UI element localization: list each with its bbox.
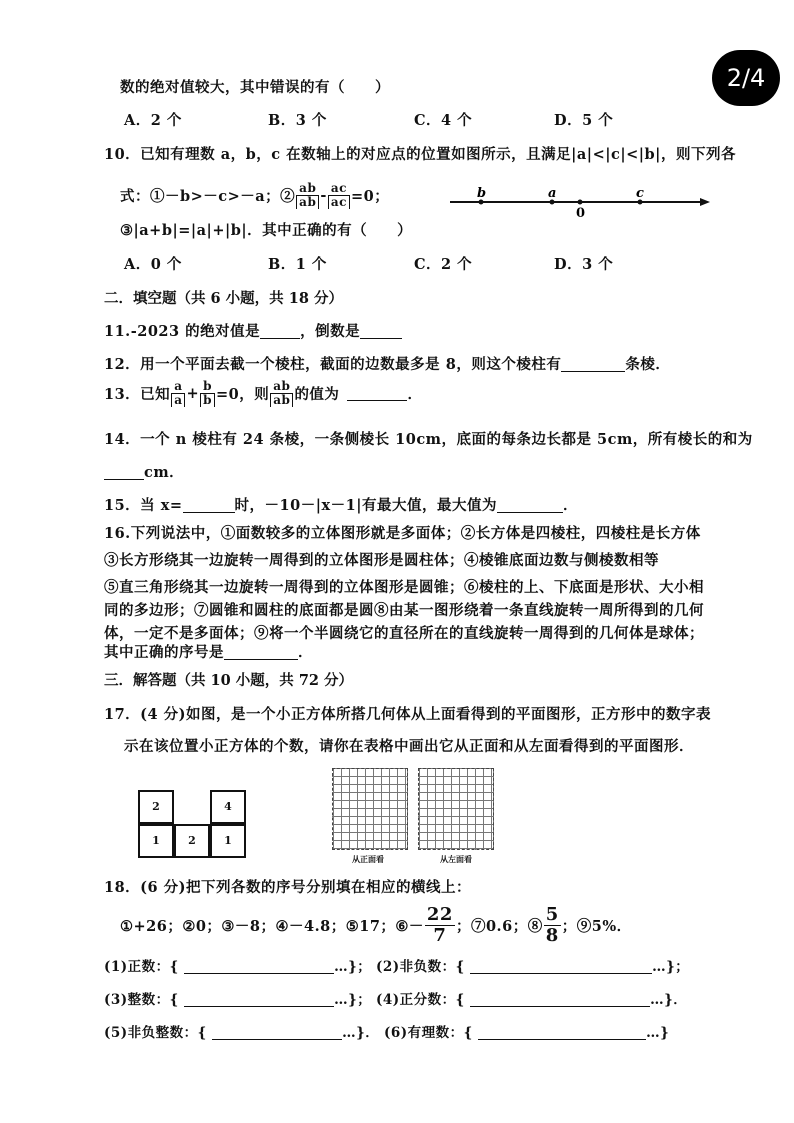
q10-line2: 式：①－b>－c>－a；② $\frac{ab}{ab}$ - $\frac{ac}{ac}$ =0； [120, 181, 390, 209]
q11-blank-2[interactable] [360, 324, 402, 339]
q9-option-b: B．3 个 [268, 112, 327, 129]
set-rational-label: (6)有理数：{ [384, 1025, 473, 1041]
q18-numbers [120, 905, 632, 946]
label-b: b [477, 186, 487, 201]
set-nonnegative-label: (2)非负数：{ [376, 959, 465, 975]
origin-point [578, 200, 583, 205]
q13-tail: 的值为 [294, 386, 340, 403]
q17-line2: 示在该位置小正方体的个数，请你在表格中画出它从正面和从左面看得到的平面图形． [124, 738, 694, 755]
q10-line3: ③|a+b|=|a|+|b|．其中正确的有（ ） [120, 222, 413, 239]
set-integer-end: …}； [334, 992, 372, 1008]
q16-answer-label: 其中正确的序号是 [104, 644, 224, 661]
q16-line6 [104, 641, 313, 662]
q17-line1: 17．(4 分)如图，是一个小正方体所搭几何体从上面看得到的平面图形，正方形中的数字表 [104, 706, 712, 723]
q9-option-d: D．5 个 [554, 112, 614, 129]
q10-option-d: D．3 个 [554, 256, 614, 273]
q10-frac-ac-den: ac [328, 195, 350, 209]
q10-option-c: C．2 个 [414, 256, 473, 273]
q10-option-b: B．1 个 [268, 256, 327, 273]
front-view-caption: 从正面看 [352, 854, 384, 864]
q15 [104, 494, 578, 515]
top-view-cell-r1c3: 4 [210, 790, 246, 824]
q10-line2-tail: =0； [350, 188, 390, 205]
q18-frac-5-8 [544, 905, 561, 946]
q18-line1: 18．(6 分)把下列各数的序号分别填在相应的横线上： [104, 879, 472, 896]
q13-frac-ab-den: ab [270, 393, 293, 407]
q10-stem: 10．已知有理数 a，b，c 在数轴上的对应点的位置如图所示，且满足|a|<|c|<|b|，则下列各 [104, 146, 736, 163]
q10-frac-ac-num: ac [330, 181, 347, 195]
number-line [448, 180, 713, 220]
q16-end: ． [298, 644, 313, 661]
q10-line2-prefix: 式：①－b>－c>－a；② [120, 188, 296, 205]
q16-line3: ⑤直三角形绕其一边旋转一周得到的立体图形是圆锥；⑥棱柱的上、下底面是形状、大小相 [104, 579, 704, 596]
q9-option-c: C．4 个 [414, 112, 473, 129]
q10-frac-ab-den: ab [296, 195, 319, 209]
q18-frac-b-num: 5 [545, 904, 559, 925]
set-rational-end: …} [646, 1025, 670, 1041]
q13-frac-b-num: b [203, 379, 213, 393]
q12 [104, 353, 670, 374]
q13-blank[interactable] [347, 386, 407, 401]
q15-part-a: 15．当 x= [104, 497, 183, 514]
set-nonnegative-end: …}； [652, 959, 690, 975]
top-view-cell-r2c3: 1 [210, 824, 246, 858]
q14-unit: cm． [144, 464, 185, 481]
q18-set-positive [104, 955, 371, 975]
front-view-grid[interactable] [332, 768, 408, 850]
q15-blank-1[interactable] [183, 498, 235, 513]
q16-line1: 16.下列说法中，①面数较多的立体图形就是多面体；②长方体是四棱柱，四棱柱是长方体 [104, 525, 701, 542]
label-zero: 0 [576, 206, 586, 220]
number-line-arrow [700, 198, 710, 206]
set-integer-blank[interactable] [184, 992, 334, 1007]
set-nonnegative-integer-label: (5)非负整数：{ [104, 1025, 207, 1041]
set-positive-fraction-label: (4)正分数：{ [376, 992, 465, 1008]
set-nonnegative-integer-blank[interactable] [212, 1025, 342, 1040]
q13-frac-b-den: b [200, 393, 215, 407]
top-view-cell-r1c1: 2 [138, 790, 174, 824]
q18-frac-a-num: 22 [426, 904, 453, 925]
left-view-caption: 从左面看 [440, 854, 472, 864]
q13-frac-ab-num: ab [273, 379, 291, 393]
q9-option-a: A．2 个 [124, 112, 182, 129]
section-2-heading: 二．填空题（共 6 小题，共 18 分） [104, 290, 343, 307]
set-rational-blank[interactable] [478, 1025, 646, 1040]
q18-frac-a-den: 7 [425, 925, 455, 946]
label-a: a [548, 186, 557, 201]
q12-blank[interactable] [561, 357, 625, 372]
q13-plus: + [186, 385, 200, 402]
section-3-heading: 三．解答题（共 10 小题，共 72 分） [104, 672, 354, 689]
set-positive-blank[interactable] [184, 959, 334, 974]
q12-part-b: 条棱． [625, 356, 671, 373]
q10-frac-ab [296, 182, 319, 209]
q16-blank[interactable] [224, 645, 298, 660]
q13-frac-a [171, 380, 185, 407]
set-positive-fraction-end: …}． [650, 992, 688, 1008]
q10-frac-ab-num: ab [299, 181, 317, 195]
q13-eq: =0，则 [216, 386, 270, 403]
q14-line2 [104, 461, 184, 482]
q18-numbers-b: ；⑦0.6；⑧ [455, 918, 543, 935]
q10-frac-ac [328, 182, 350, 209]
q18-frac-22-7 [425, 905, 455, 946]
q13-part-a: 13．已知 [104, 386, 171, 403]
q10-option-a: A．0 个 [124, 256, 182, 273]
q14-line1: 14．一个 n 棱柱有 24 条棱，一条侧棱长 10cm，底面的每条边长都是 5cm，所有棱长的和为 [104, 431, 753, 448]
q12-part-a: 12．用一个平面去截一个棱柱，截面的边数最多是 8，则这个棱柱有 [104, 356, 562, 373]
q18-set-nonnegative-integer [104, 1021, 379, 1041]
q9-tail: 数的绝对值较大，其中错误的有（ ） [120, 79, 390, 96]
q11-part-a: 11.-2023 的绝对值是 [104, 323, 261, 340]
label-c: c [636, 186, 644, 201]
q13 [104, 380, 422, 407]
q14-blank[interactable] [104, 465, 144, 480]
q18-set-nonnegative [376, 955, 689, 975]
set-nonnegative-integer-end: …}． [342, 1025, 380, 1041]
set-positive-label: (1)正数：{ [104, 959, 179, 975]
q15-part-c: ． [563, 497, 578, 514]
q13-end: ． [407, 386, 423, 403]
set-positive-fraction-blank[interactable] [470, 992, 650, 1007]
top-view-cell-r2c1: 1 [138, 824, 174, 858]
set-positive-end: …}； [334, 959, 372, 975]
q16-line5: 体，一定不是多面体；⑨将一个半圆绕它的直径所在的直线旋转一周得到的几何体是球体； [104, 625, 704, 642]
q18-numbers-c: ；⑨5%． [561, 918, 632, 935]
q16-line2: ③长方形绕其一边旋转一周得到的立体图形是圆柱体；④棱锥底面边数与侧棱数相等 [104, 552, 659, 569]
set-nonnegative-blank[interactable] [470, 959, 652, 974]
page-indicator-badge: 2/4 [712, 50, 780, 106]
q11 [104, 320, 402, 341]
q13-frac-ab [270, 380, 293, 407]
q18-numbers-a: ①+26；②0；③－8；④－4.8；⑤17；⑥－ [120, 918, 424, 935]
q15-blank-2[interactable] [497, 498, 563, 513]
q11-blank-1[interactable] [260, 324, 300, 339]
q13-frac-b [200, 380, 215, 407]
q16-line4: 同的多边形；⑦圆锥和圆柱的底面都是圆⑧由某一图形绕着一条直线旋转一周所得到的几何 [104, 602, 704, 619]
left-view-grid[interactable] [418, 768, 494, 850]
q18-set-positive-fraction [376, 988, 687, 1008]
q13-frac-a-den: a [171, 393, 185, 407]
q18-frac-b-den: 8 [545, 925, 559, 946]
q13-frac-a-num: a [174, 379, 183, 393]
q18-set-rational [384, 1021, 669, 1041]
q15-part-b: 时，－10－|x－1|有最大值，最大值为 [234, 497, 497, 514]
set-integer-label: (3)整数：{ [104, 992, 179, 1008]
q11-part-b: ，倒数是 [300, 323, 361, 340]
q18-set-integer [104, 988, 371, 1008]
top-view-cell-r2c2: 2 [174, 824, 210, 858]
